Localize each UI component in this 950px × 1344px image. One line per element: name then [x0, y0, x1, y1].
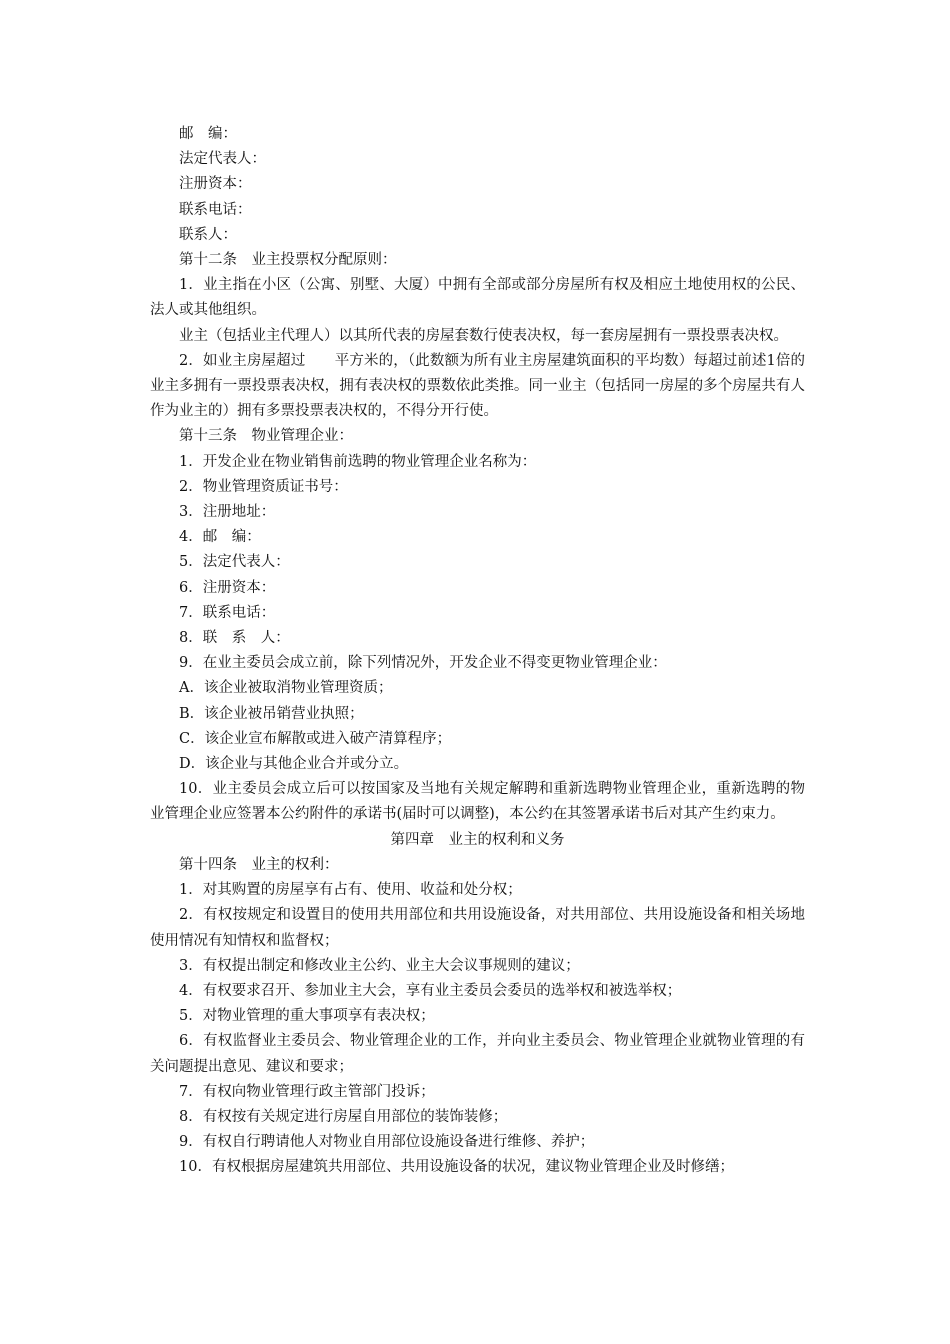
article-14-item-2: 2．有权按规定和设置目的使用共用部位和共用设施设备，对共用部位、共用设施设备和相关场地使用情况有知情权和监督权；: [150, 907, 805, 949]
article-14-item-7: 7．有权向物业管理行政主管部门投诉；: [179, 1083, 435, 1100]
article-13-item-6: 6．注册资本：: [179, 579, 276, 596]
article-13-item-7: 7．联系电话：: [179, 604, 276, 621]
article-13-item-4: 4．邮 编：: [179, 529, 261, 546]
article-12-title: 第十二条 业主投票权分配原则：: [179, 252, 397, 269]
chapter-4-heading: 第四章 业主的权利和义务: [390, 831, 565, 848]
article-14-item-1: 1．对其购置的房屋享有占有、使用、收益和处分权；: [179, 882, 522, 899]
article-14-item-10: 10．有权根据房屋建筑共用部位、共用设施设备的状况，建议物业管理企业及时修缮；: [179, 1159, 734, 1176]
article-14-item-6: 6．有权监督业主委员会、物业管理企业的工作，并向业主委员会、物业管理企业就物业管理的有关问题提出意见、建议和要求；: [150, 1033, 805, 1075]
article-14-item-3: 3．有权提出制定和修改业主公约、业主大会议事规则的建议；: [179, 957, 580, 974]
article-13-item-9b: B．该企业被吊销营业执照；: [179, 705, 364, 722]
article-13-item-9c: C．该企业宣布解散或进入破产清算程序；: [179, 730, 452, 747]
article-13-item-1: 1．开发企业在物业销售前选聘的物业管理企业名称为：: [179, 453, 537, 470]
article-13-item-9: 9．在业主委员会成立前，除下列情况外，开发企业不得变更物业管理企业：: [179, 655, 667, 672]
article-12-item-2: 2．如业主房屋超过 平方米的，（此数额为所有业主房屋建筑面积的平均数）每超过前述1倍的业主多拥有一票投票表决权，拥有表决权的票数依此类推。同一业主（包括同一房屋的多个房屋共有人作为业主的）拥有多票投票表决权的，不得分开行使。: [150, 352, 805, 420]
article-13-item-2: 2．物业管理资质证书号：: [179, 478, 348, 495]
article-14-item-8: 8．有权按有关规定进行房屋自用部位的装饰装修；: [179, 1108, 508, 1125]
article-13-title: 第十三条 物业管理企业：: [179, 428, 353, 445]
article-13-item-3: 3．注册地址：: [179, 504, 276, 521]
article-14-item-5: 5．对物业管理的重大事项享有表决权；: [179, 1008, 435, 1025]
contact-line: 联系人：: [179, 226, 237, 243]
article-12-item-1: 1．业主指在小区（公寓、别墅、大厦）中拥有全部或部分房屋所有权及相应土地使用权的公民、法人或其他组织。: [150, 277, 805, 319]
article-13-item-5: 5．法定代表人：: [179, 554, 290, 571]
article-13-item-9d: D．该企业与其他企业合并或分立。: [179, 756, 409, 773]
document-page: [150, 122, 805, 1181]
article-13-item-8: 8．联 系 人：: [179, 630, 290, 647]
registered-capital-line: 注册资本：: [179, 176, 252, 193]
legal-rep-line: 法定代表人：: [179, 151, 266, 168]
postal-code-line: 邮 编：: [179, 126, 237, 142]
article-13-item-9a: A．该企业被取消物业管理资质；: [179, 680, 393, 697]
article-14-item-4: 4．有权要求召开、参加业主大会，享有业主委员会委员的选举权和被选举权；: [179, 982, 682, 999]
phone-line: 联系电话：: [179, 201, 252, 218]
article-13-item-10: 10．业主委员会成立后可以按国家及当地有关规定解聘和重新选聘物业管理企业，重新选聘的物业管理企业应签署本公约附件的承诺书(届时可以调整)，本公约在其签署承诺书后对其产生约束力。: [150, 781, 805, 823]
article-14-item-9: 9．有权自行聘请他人对物业自用部位设施设备进行维修、养护；: [179, 1134, 595, 1151]
article-14-title: 第十四条 业主的权利：: [179, 856, 339, 873]
article-12-item-1-para: 业主（包括业主代理人）以其所代表的房屋套数行使表决权，每一套房屋拥有一票投票表决权。: [179, 327, 788, 344]
